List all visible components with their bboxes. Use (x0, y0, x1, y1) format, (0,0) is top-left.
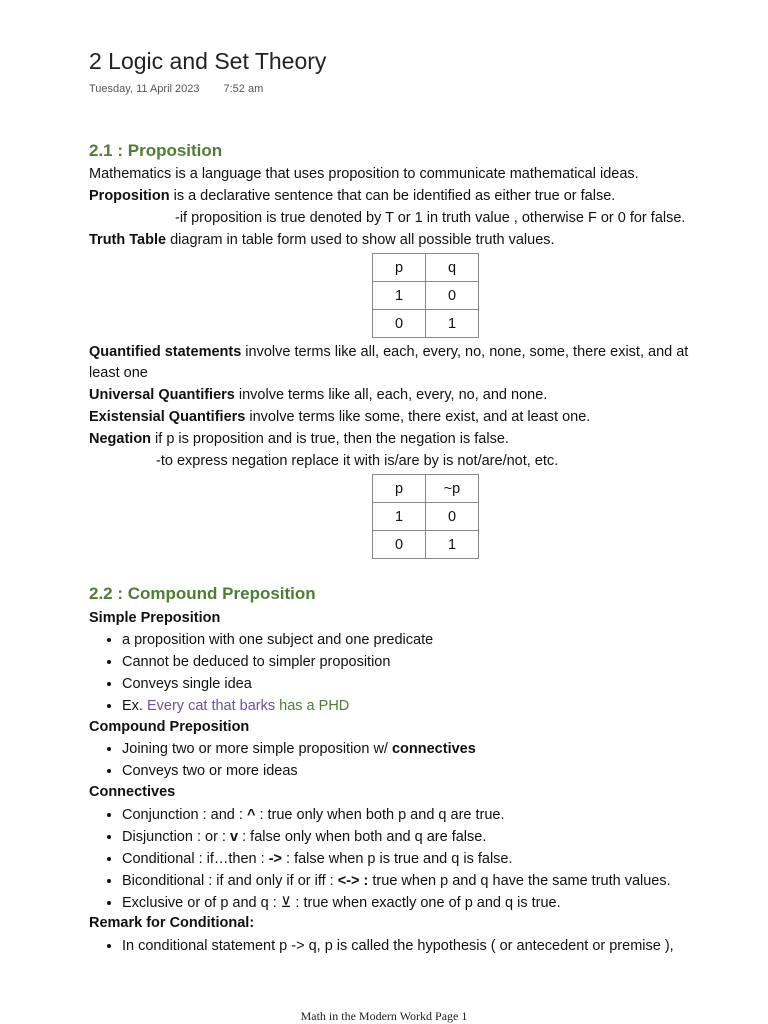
example-predicate: has a PHD (275, 698, 350, 714)
compound-preposition-list (89, 738, 476, 782)
connectives-bold: connectives (391, 741, 476, 757)
example-subject: Every cat that barks (146, 698, 276, 714)
negation-term: Negation (89, 431, 152, 447)
list-item: • In conditional statement p -> q, p is called the hypothesis ( or antecedent or premise ), (122, 935, 674, 957)
list-item-text: : false when p is true and q is false. (282, 851, 513, 867)
list-item (122, 738, 476, 760)
section-heading-2-1: 2.1 : Proposition (89, 141, 223, 160)
simple-preposition-list (89, 629, 433, 717)
negation-note: -to express negation replace it with is/are by is not/are/not, etc. (156, 453, 559, 469)
list-item: • a proposition with one subject and one predicate (122, 629, 433, 651)
truth-table-term: Truth Table (89, 232, 167, 248)
remark-list (89, 935, 674, 957)
table-cell: 0 (373, 310, 426, 338)
list-item (122, 892, 671, 914)
negation-def: if p is proposition and is true, then the negation is false. (151, 431, 509, 447)
universal-term: Universal Quantifiers (89, 387, 235, 403)
list-item: • Cannot be deduced to simpler proposition (122, 651, 433, 673)
table-cell: ~p (426, 475, 479, 503)
existensial-def: involve terms like some, there exist, and at least one. (245, 409, 591, 425)
connective-symbol: -> (268, 851, 282, 867)
list-item: • Conveys two or more ideas (122, 760, 476, 782)
table-cell: p (373, 475, 426, 503)
page-meta (89, 83, 287, 95)
list-item: • Conveys single idea (122, 673, 433, 695)
proposition-line (89, 186, 615, 207)
page-title: 2 Logic and Set Theory (89, 48, 327, 74)
page-footer: Math in the Modern Workd Page 1 (300, 1009, 468, 1023)
proposition-note: -if proposition is true denoted by T or 1 in truth value , otherwise F or 0 for false. (175, 210, 686, 226)
connective-symbol: <-> : (337, 873, 369, 889)
list-item (122, 695, 433, 717)
connective-symbol: v (230, 829, 239, 845)
list-item (122, 848, 671, 870)
list-item-text: Conditional : if…then : (122, 851, 269, 867)
table-cell: p (373, 254, 426, 282)
table-cell: 0 (426, 282, 479, 310)
truth-table-def: diagram in table form used to show all possible truth values. (166, 232, 555, 248)
table-cell: q (426, 254, 479, 282)
negation-line (89, 429, 509, 450)
universal-def: involve terms like all, each, every, no, and none. (234, 387, 548, 403)
list-item (122, 804, 671, 826)
list-item-text: Exclusive or of p and q : (122, 895, 281, 911)
quantified-line-2: least one (89, 365, 148, 381)
simple-preposition-heading: Simple Preposition (89, 610, 221, 626)
list-item-text: Disjunction : or : (122, 829, 230, 845)
table-cell: 1 (426, 531, 479, 559)
truth-table-line (89, 230, 555, 251)
list-item-text: Biconditional : if and only if or iff : (122, 873, 338, 889)
table-cell: 1 (426, 310, 479, 338)
proposition-def: is a declarative sentence that can be identified as either true or false. (169, 188, 616, 204)
connective-symbol: ⊻ (280, 895, 292, 911)
proposition-term: Proposition (89, 188, 170, 204)
table-cell: 0 (426, 503, 479, 531)
list-item-text: : true only when both p and q are true. (255, 807, 505, 823)
universal-line (89, 385, 547, 406)
page-date: Tuesday, 11 April 2023 (89, 83, 200, 95)
table-cell: 0 (373, 531, 426, 559)
connectives-list (89, 804, 671, 914)
connectives-heading: Connectives (89, 784, 176, 800)
list-item (122, 870, 671, 892)
list-item-text: Conjunction : and : (122, 807, 247, 823)
quantified-line (89, 342, 688, 363)
list-item-text: : false only when both and q are false. (238, 829, 487, 845)
list-item-text: Joining two or more simple proposition w/ (122, 741, 392, 757)
connective-symbol: ^ (246, 807, 256, 823)
truth-table-pq (372, 253, 479, 338)
quantified-def: involve terms like all, each, every, no, none, some, there exist, and at (241, 344, 689, 360)
quantified-term: Quantified statements (89, 344, 242, 360)
page-time: 7:52 am (223, 83, 264, 95)
intro-line: Mathematics is a language that uses proposition to communicate mathematical ideas. (89, 166, 639, 182)
truth-table-negation (372, 474, 479, 559)
table-cell: 1 (373, 503, 426, 531)
list-item (122, 826, 671, 848)
table-cell: 1 (373, 282, 426, 310)
list-item-text: true when p and q have the same truth values. (368, 873, 671, 889)
existensial-term: Existensial Quantifiers (89, 409, 246, 425)
section-heading-2-2: 2.2 : Compound Preposition (89, 584, 316, 603)
existensial-line (89, 407, 590, 428)
remark-heading: Remark for Conditional: (89, 915, 255, 931)
compound-preposition-heading: Compound Preposition (89, 719, 250, 735)
example-prefix: Ex. (122, 698, 147, 714)
list-item-text: : true when exactly one of p and q is true. (291, 895, 561, 911)
